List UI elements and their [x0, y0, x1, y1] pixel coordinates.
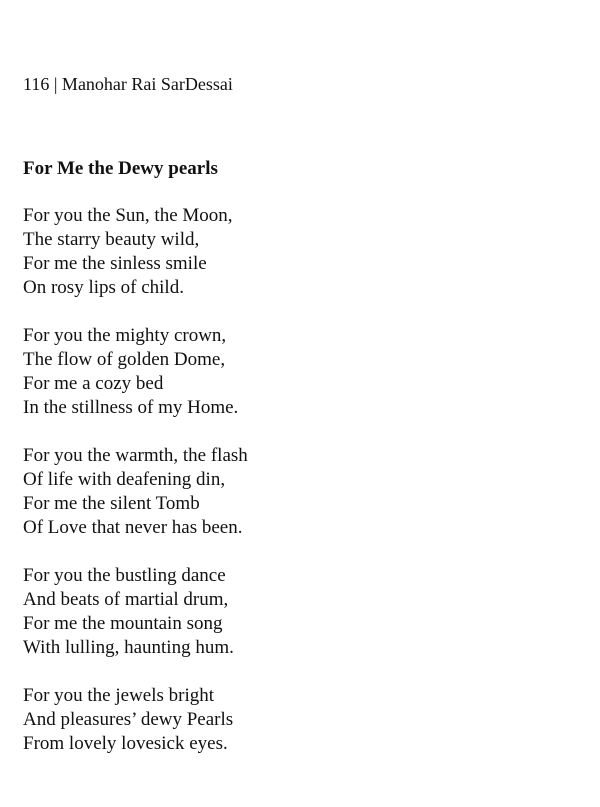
- stanza-5: [23, 684, 583, 756]
- poem-line: The starry beauty wild,: [23, 229, 200, 250]
- poem-line: For me the silent Tomb: [23, 493, 200, 514]
- poem-line: With lulling, haunting hum.: [23, 637, 234, 658]
- running-header: 116 | Manohar Rai SarDessai: [23, 74, 233, 94]
- poem-line: For you the bustling dance: [23, 565, 226, 586]
- poem-line: Of Love that never has been.: [23, 517, 243, 538]
- stanza-3: [23, 444, 583, 540]
- poem-line: For you the Sun, the Moon,: [23, 205, 233, 226]
- stanza-2: [23, 324, 583, 420]
- poem-line: And pleasures’ dewy Pearls: [23, 709, 234, 730]
- poem-line: For me the sinless smile: [23, 253, 207, 274]
- poem-line: On rosy lips of child.: [23, 277, 184, 298]
- poem-line: Of life with deafening din,: [23, 469, 226, 490]
- stanza-1: [23, 204, 583, 300]
- poem-line: For me the mountain song: [23, 613, 223, 634]
- poem-title: For Me the Dewy pearls: [23, 158, 218, 179]
- stanza-4: [23, 564, 583, 660]
- poem-line: For you the warmth, the flash: [23, 445, 248, 466]
- poem-line: And beats of martial drum,: [23, 589, 229, 610]
- poem-body: [23, 204, 583, 780]
- poem-line: For you the jewels bright: [23, 685, 215, 706]
- poem-line: In the stillness of my Home.: [23, 397, 239, 418]
- poem-line: For me a cozy bed: [23, 373, 164, 394]
- poem-line: For you the mighty crown,: [23, 325, 227, 346]
- poem-line: From lovely lovesick eyes.: [23, 733, 228, 754]
- poem-line: The flow of golden Dome,: [23, 349, 226, 370]
